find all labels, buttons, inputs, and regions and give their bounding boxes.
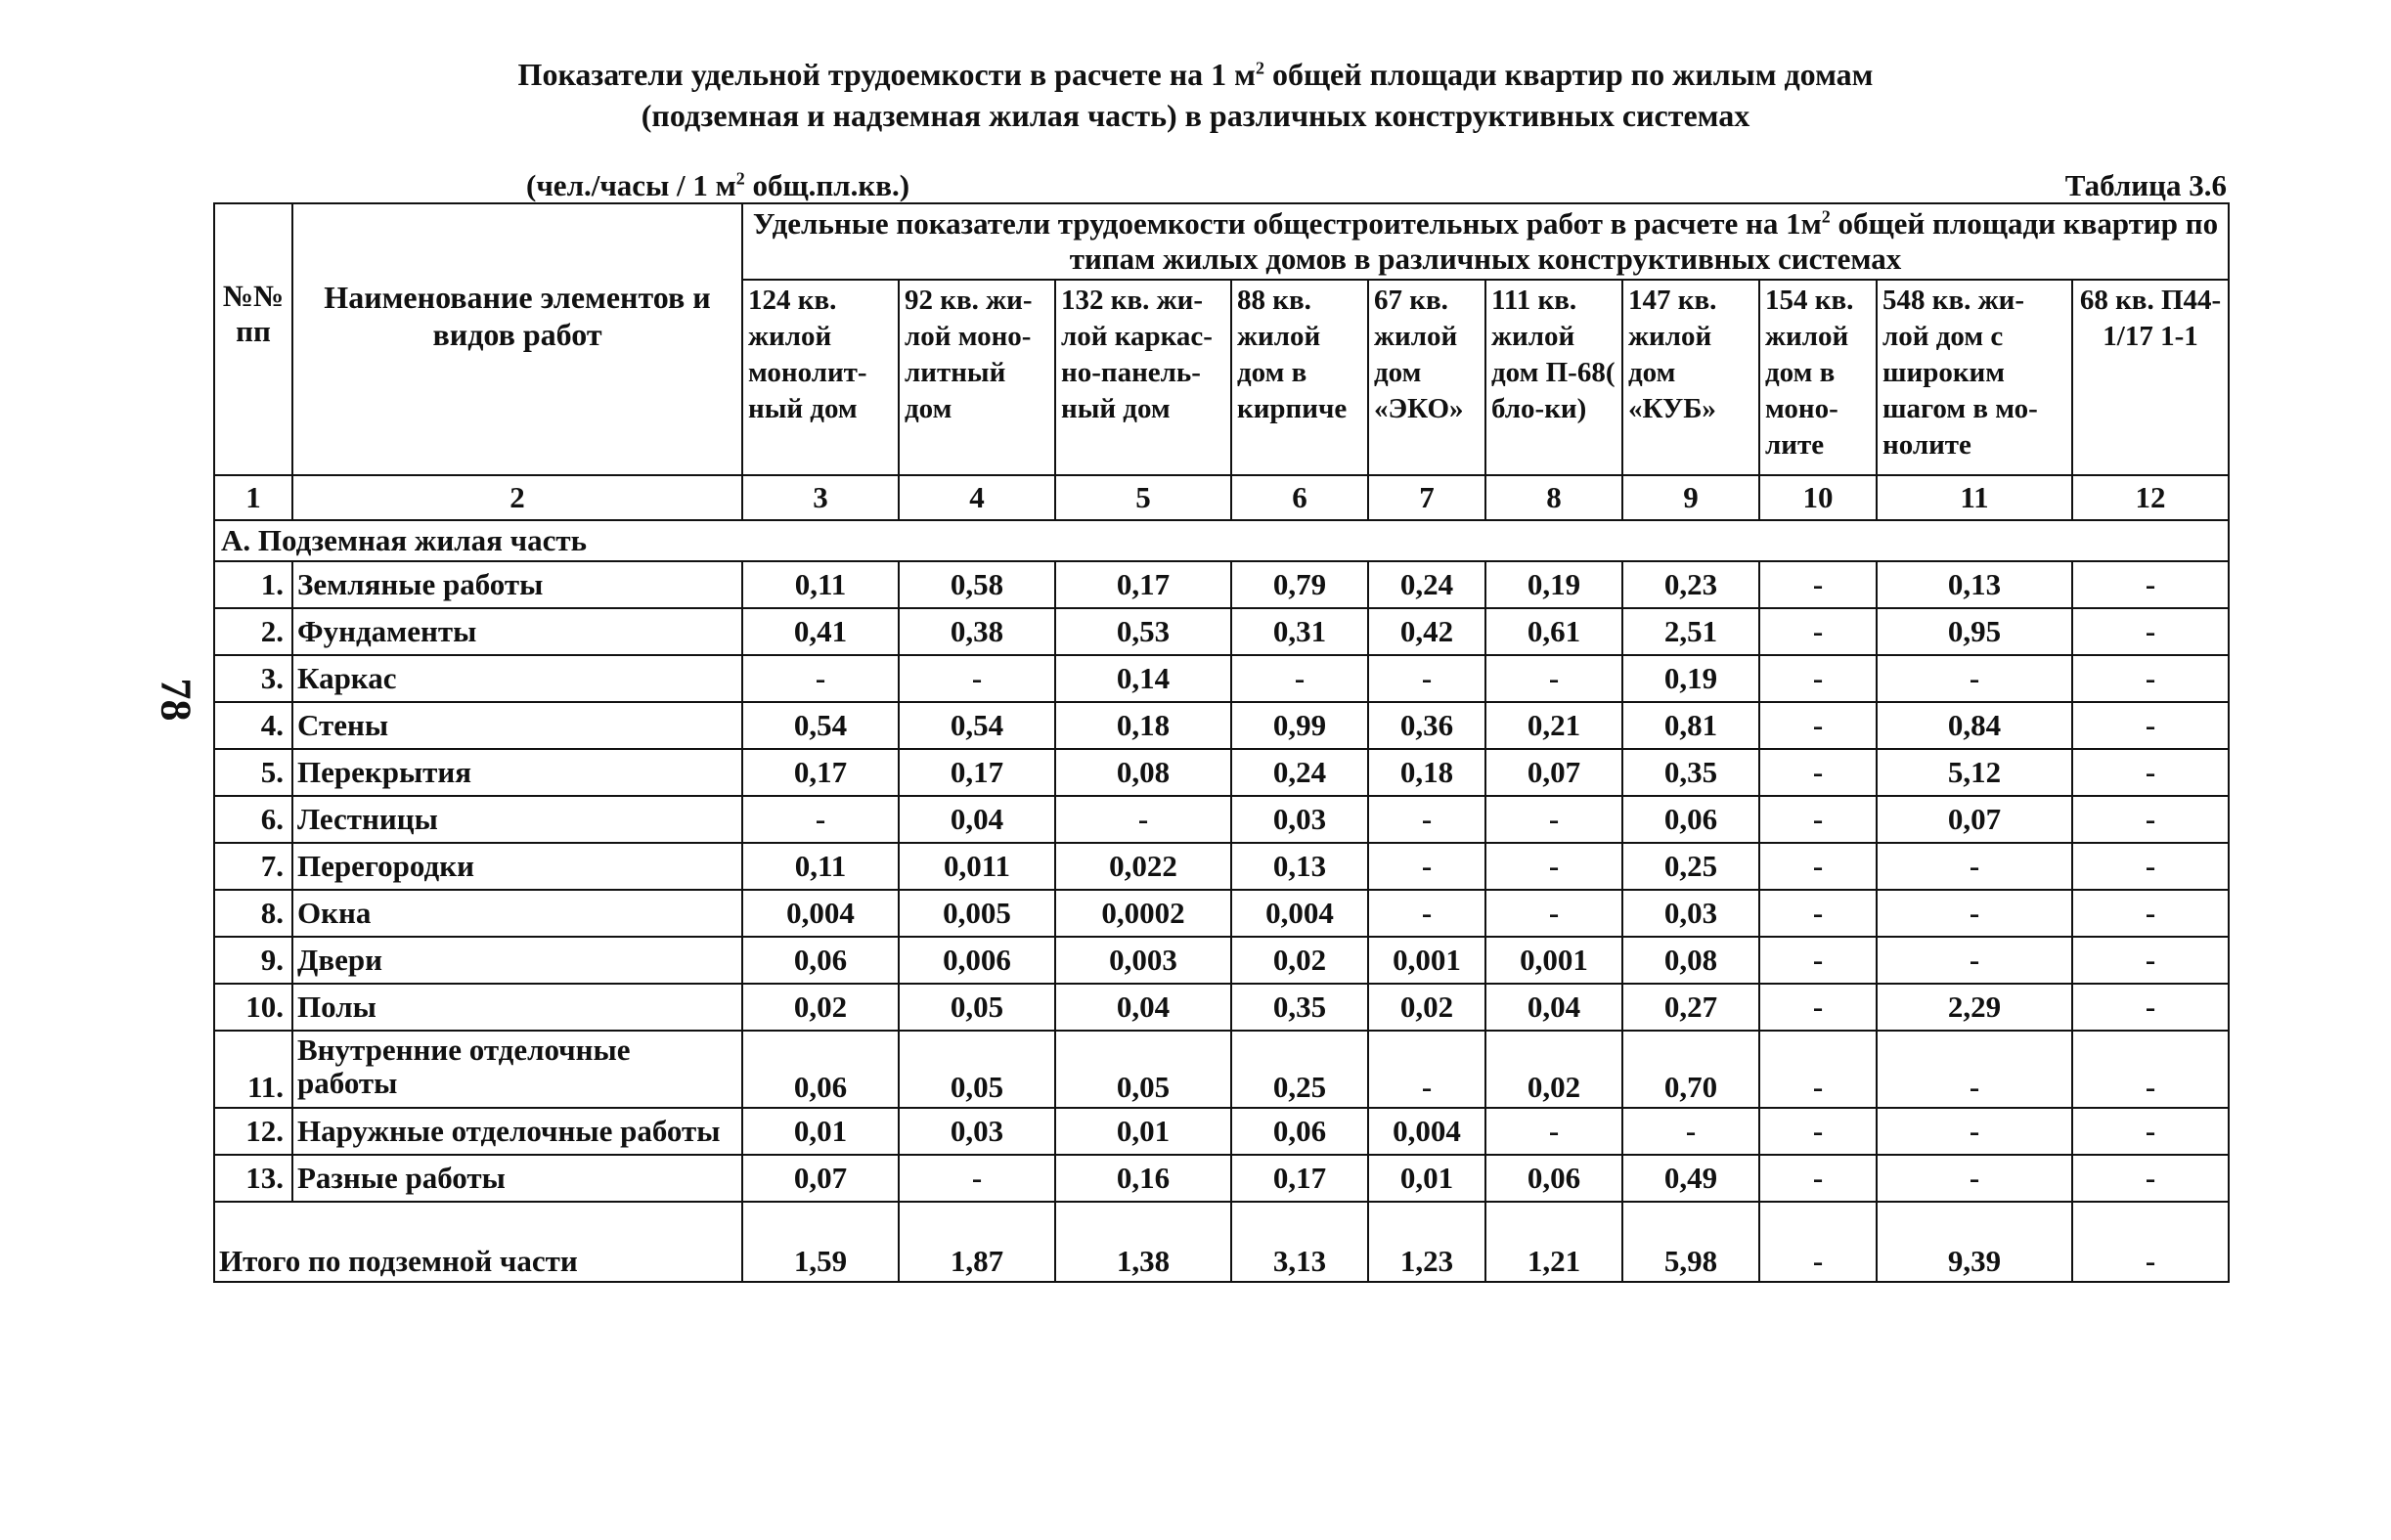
- table-cell: -: [1485, 843, 1622, 890]
- table-cell: -: [2072, 796, 2229, 843]
- table-cell: 0,07: [1485, 749, 1622, 796]
- column-number: 4: [899, 475, 1055, 520]
- table-cell: 0,06: [1622, 796, 1759, 843]
- table-cell: 0,17: [742, 749, 899, 796]
- table-cell: 0,04: [1055, 984, 1231, 1031]
- row-number: 1.: [214, 561, 292, 608]
- table-cell: 0,58: [899, 561, 1055, 608]
- table-cell: 0,06: [742, 937, 899, 984]
- table-row: [214, 984, 2229, 1031]
- table-cell: -: [2072, 984, 2229, 1031]
- row-number: 12.: [214, 1108, 292, 1155]
- table-cell: 5,12: [1877, 749, 2072, 796]
- column-header: 154 кв. жилой дом в моно-лите: [1759, 280, 1877, 475]
- table-cell: -: [1759, 1108, 1877, 1155]
- table-cell: 0,11: [742, 843, 899, 890]
- row-name: Фундаменты: [292, 608, 742, 655]
- table-cell: -: [2072, 890, 2229, 937]
- table-cell: 0,24: [1368, 561, 1485, 608]
- table-row: [214, 843, 2229, 890]
- row-name: Лестницы: [292, 796, 742, 843]
- table-cell: 2,29: [1877, 984, 2072, 1031]
- row-name: Полы: [292, 984, 742, 1031]
- table-cell: 0,06: [742, 1031, 899, 1108]
- table-cell: -: [1759, 655, 1877, 702]
- total-row: [214, 1202, 2229, 1282]
- table-cell: 0,03: [1622, 890, 1759, 937]
- table-cell: 0,24: [1231, 749, 1368, 796]
- table-cell: 0,23: [1622, 561, 1759, 608]
- row-name: Двери: [292, 937, 742, 984]
- total-cell: 1,38: [1055, 1202, 1231, 1282]
- table-cell: -: [1485, 655, 1622, 702]
- table-row: [214, 1031, 2229, 1108]
- table-cell: -: [1759, 608, 1877, 655]
- total-cell: -: [2072, 1202, 2229, 1282]
- total-cell: 1,21: [1485, 1202, 1622, 1282]
- table-cell: 0,02: [1231, 937, 1368, 984]
- table-cell: -: [2072, 1155, 2229, 1202]
- table-cell: 0,25: [1231, 1031, 1368, 1108]
- table-row: [214, 655, 2229, 702]
- table-cell: -: [1759, 796, 1877, 843]
- column-number: 5: [1055, 475, 1231, 520]
- table-cell: 0,01: [1368, 1155, 1485, 1202]
- table-cell: 0,70: [1622, 1031, 1759, 1108]
- labor-intensity-table: [213, 202, 2230, 1283]
- table-cell: 0,0002: [1055, 890, 1231, 937]
- table-cell: 0,31: [1231, 608, 1368, 655]
- table-cell: 0,003: [1055, 937, 1231, 984]
- table-row: [214, 608, 2229, 655]
- total-label: Итого по подземной части: [214, 1202, 742, 1282]
- table-cell: -: [1368, 890, 1485, 937]
- table-cell: 0,07: [1877, 796, 2072, 843]
- table-cell: 0,36: [1368, 702, 1485, 749]
- table-cell: 0,53: [1055, 608, 1231, 655]
- column-number: 8: [1485, 475, 1622, 520]
- table-row: [214, 561, 2229, 608]
- total-cell: 1,23: [1368, 1202, 1485, 1282]
- table-cell: 0,11: [742, 561, 899, 608]
- table-cell: -: [2072, 843, 2229, 890]
- row-name: Окна: [292, 890, 742, 937]
- table-cell: -: [1759, 1031, 1877, 1108]
- table-cell: -: [2072, 1108, 2229, 1155]
- table-cell: -: [1485, 1108, 1622, 1155]
- table-cell: 0,06: [1231, 1108, 1368, 1155]
- row-name: Разные работы: [292, 1155, 742, 1202]
- table-cell: -: [1877, 937, 2072, 984]
- total-cell: 1,87: [899, 1202, 1055, 1282]
- table-cell: 0,54: [742, 702, 899, 749]
- table-cell: 0,18: [1368, 749, 1485, 796]
- column-header: 111 кв. жилой дом П-68( бло-ки): [1485, 280, 1622, 475]
- table-cell: 0,17: [1055, 561, 1231, 608]
- column-header: 132 кв. жи-лой каркас-но-панель-ный дом: [1055, 280, 1231, 475]
- table-row: [214, 1155, 2229, 1202]
- table-cell: 0,07: [742, 1155, 899, 1202]
- table-row: [214, 749, 2229, 796]
- table-cell: 0,05: [899, 984, 1055, 1031]
- document-title-line-1: Показатели удельной трудоемкости в расчете на 1 $м^2$ общей площади квартир по жилым домам: [517, 57, 1874, 92]
- column-header: 68 кв. П44-1/17 1-1: [2072, 280, 2229, 475]
- table-cell: -: [1877, 1108, 2072, 1155]
- column-number: 6: [1231, 475, 1368, 520]
- table-cell: 0,004: [1368, 1108, 1485, 1155]
- table-cell: -: [2072, 749, 2229, 796]
- table-cell: -: [2072, 655, 2229, 702]
- row-number: 3.: [214, 655, 292, 702]
- table-cell: -: [899, 655, 1055, 702]
- row-number: 5.: [214, 749, 292, 796]
- column-header: 88 кв. жилой дом в кирпиче: [1231, 280, 1368, 475]
- table-cell: -: [1485, 796, 1622, 843]
- row-number: 11.: [214, 1031, 292, 1108]
- document-title-line-2: (подземная и надземная жилая часть) в различных конструктивных системах: [641, 98, 1750, 133]
- table-number-label: Таблица 3.6: [2064, 168, 2227, 202]
- page-number: 78: [152, 678, 200, 722]
- table-cell: 2,51: [1622, 608, 1759, 655]
- row-name: Наружные отделочные работы: [292, 1108, 742, 1155]
- table-cell: 0,14: [1055, 655, 1231, 702]
- table-row: [214, 796, 2229, 843]
- table-cell: -: [1759, 984, 1877, 1031]
- table-cell: 0,02: [742, 984, 899, 1031]
- table-cell: 0,006: [899, 937, 1055, 984]
- column-number: 9: [1622, 475, 1759, 520]
- table-row: [214, 702, 2229, 749]
- table-cell: 0,35: [1231, 984, 1368, 1031]
- table-cell: 0,27: [1622, 984, 1759, 1031]
- table-cell: 0,04: [899, 796, 1055, 843]
- table-cell: -: [1622, 1108, 1759, 1155]
- row-number: 7.: [214, 843, 292, 890]
- table-cell: 0,03: [899, 1108, 1055, 1155]
- table-cell: 0,84: [1877, 702, 2072, 749]
- table-cell: -: [899, 1155, 1055, 1202]
- table-cell: 0,25: [1622, 843, 1759, 890]
- row-number: 8.: [214, 890, 292, 937]
- column-header: 67 кв. жилой дом «ЭКО»: [1368, 280, 1485, 475]
- table-cell: 0,022: [1055, 843, 1231, 890]
- table-cell: 0,13: [1231, 843, 1368, 890]
- row-number: 10.: [214, 984, 292, 1031]
- table-cell: -: [1055, 796, 1231, 843]
- total-cell: -: [1759, 1202, 1877, 1282]
- table-cell: -: [2072, 937, 2229, 984]
- table-cell: -: [1759, 561, 1877, 608]
- table-cell: -: [1368, 843, 1485, 890]
- table-cell: -: [1877, 1031, 2072, 1108]
- table-cell: -: [1759, 937, 1877, 984]
- total-cell: 1,59: [742, 1202, 899, 1282]
- table-cell: -: [1231, 655, 1368, 702]
- column-header: 124 кв. жилой монолит-ный дом: [742, 280, 899, 475]
- table-cell: 0,02: [1368, 984, 1485, 1031]
- table-cell: 0,13: [1877, 561, 2072, 608]
- table-cell: -: [2072, 608, 2229, 655]
- table-cell: 0,011: [899, 843, 1055, 890]
- table-cell: -: [2072, 561, 2229, 608]
- row-name: Перекрытия: [292, 749, 742, 796]
- table-cell: 0,001: [1485, 937, 1622, 984]
- section-title: А. Подземная жилая часть: [214, 520, 2229, 561]
- table-cell: -: [742, 796, 899, 843]
- table-cell: -: [1368, 796, 1485, 843]
- units-label: (чел./часы / 1 $м^2$ общ.пл.кв.): [526, 168, 910, 202]
- column-header: 548 кв. жи-лой дом с широким шагом в мо-нолите: [1877, 280, 2072, 475]
- table-cell: 0,41: [742, 608, 899, 655]
- table-cell: 0,06: [1485, 1155, 1622, 1202]
- table-cell: 0,02: [1485, 1031, 1622, 1108]
- table-cell: 0,49: [1622, 1155, 1759, 1202]
- table-cell: -: [1759, 843, 1877, 890]
- column-header: 92 кв. жи-лой моно-литный дом: [899, 280, 1055, 475]
- total-cell: 9,39: [1877, 1202, 2072, 1282]
- column-number: 12: [2072, 475, 2229, 520]
- table-cell: 0,16: [1055, 1155, 1231, 1202]
- table-cell: 0,99: [1231, 702, 1368, 749]
- column-number: 7: [1368, 475, 1485, 520]
- table-cell: 0,17: [899, 749, 1055, 796]
- total-cell: 3,13: [1231, 1202, 1368, 1282]
- row-number: 13.: [214, 1155, 292, 1202]
- table-cell: -: [1877, 890, 2072, 937]
- total-cell: 5,98: [1622, 1202, 1759, 1282]
- column-number: 1: [214, 475, 292, 520]
- row-name: Земляные работы: [292, 561, 742, 608]
- row-name: Перегородки: [292, 843, 742, 890]
- table-row: [214, 890, 2229, 937]
- row-name: Каркас: [292, 655, 742, 702]
- table-cell: 0,18: [1055, 702, 1231, 749]
- row-number: 9.: [214, 937, 292, 984]
- column-number: 2: [292, 475, 742, 520]
- row-number: 6.: [214, 796, 292, 843]
- table-cell: -: [2072, 1031, 2229, 1108]
- table-cell: 0,19: [1485, 561, 1622, 608]
- table-cell: 0,81: [1622, 702, 1759, 749]
- column-number: 3: [742, 475, 899, 520]
- table-cell: -: [1759, 749, 1877, 796]
- row-name: Внутренние отделочные работы: [292, 1031, 742, 1108]
- table-cell: 0,01: [742, 1108, 899, 1155]
- row-number: 2.: [214, 608, 292, 655]
- table-cell: -: [1877, 1155, 2072, 1202]
- header-supergroup: Удельные показатели трудоемкости общестроительных работ в расчете на $1м^2$ общей площади квартир по типам жилых домов в различных конструктивных системах: [742, 203, 2229, 280]
- table-cell: -: [1759, 1155, 1877, 1202]
- table-cell: 0,004: [1231, 890, 1368, 937]
- row-name: Стены: [292, 702, 742, 749]
- table-row: [214, 1108, 2229, 1155]
- table-cell: 0,05: [1055, 1031, 1231, 1108]
- row-number: 4.: [214, 702, 292, 749]
- column-number: 10: [1759, 475, 1877, 520]
- column-number: 11: [1877, 475, 2072, 520]
- table-cell: -: [1759, 890, 1877, 937]
- table-cell: 0,03: [1231, 796, 1368, 843]
- table-cell: 0,95: [1877, 608, 2072, 655]
- table-cell: 0,08: [1055, 749, 1231, 796]
- table-cell: 0,001: [1368, 937, 1485, 984]
- table-row: [214, 937, 2229, 984]
- table-cell: -: [2072, 702, 2229, 749]
- header-number-col: №№ пп: [214, 203, 292, 475]
- table-cell: 0,01: [1055, 1108, 1231, 1155]
- table-cell: 0,004: [742, 890, 899, 937]
- table-cell: -: [1877, 843, 2072, 890]
- table-cell: -: [742, 655, 899, 702]
- table-cell: 0,38: [899, 608, 1055, 655]
- table-cell: -: [1485, 890, 1622, 937]
- table-cell: 0,54: [899, 702, 1055, 749]
- column-header: 147 кв. жилой дом «КУБ»: [1622, 280, 1759, 475]
- table-cell: 0,21: [1485, 702, 1622, 749]
- table-cell: 0,04: [1485, 984, 1622, 1031]
- table-cell: -: [1368, 655, 1485, 702]
- table-cell: 0,05: [899, 1031, 1055, 1108]
- table-cell: -: [1368, 1031, 1485, 1108]
- table-cell: 0,005: [899, 890, 1055, 937]
- table-cell: -: [1759, 702, 1877, 749]
- table-cell: -: [1877, 655, 2072, 702]
- table-cell: 0,42: [1368, 608, 1485, 655]
- header-name-col: Наименование элементов и видов работ: [292, 203, 742, 475]
- table-cell: 0,19: [1622, 655, 1759, 702]
- table-cell: 0,61: [1485, 608, 1622, 655]
- table-cell: 0,79: [1231, 561, 1368, 608]
- table-cell: 0,17: [1231, 1155, 1368, 1202]
- table-cell: 0,08: [1622, 937, 1759, 984]
- table-cell: 0,35: [1622, 749, 1759, 796]
